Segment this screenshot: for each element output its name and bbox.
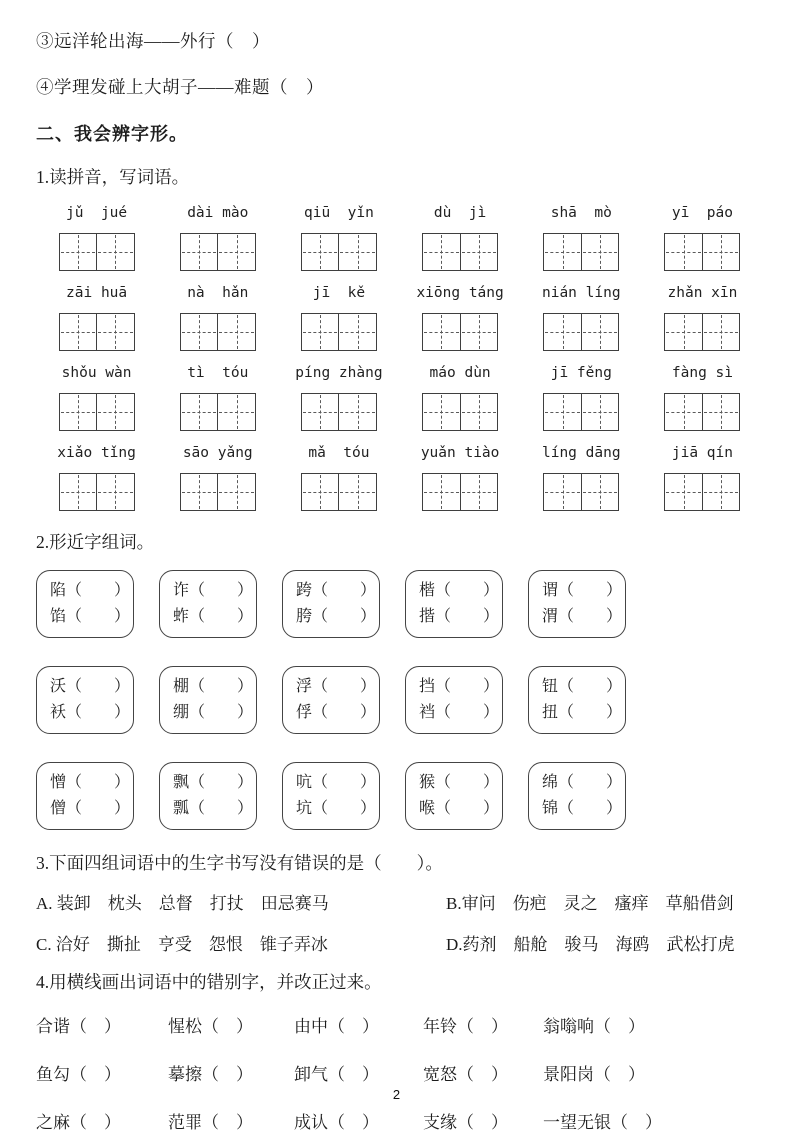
word-pair-line: 俘（ ） <box>296 704 377 721</box>
q4-item: 年铃（ ） <box>423 1017 508 1036</box>
pinyin-label: tì tóu <box>187 365 249 381</box>
q4-item: 由中（ ） <box>294 1017 379 1036</box>
pinyin-label: píng zhàng <box>295 365 383 381</box>
writing-grid[interactable] <box>180 233 256 271</box>
word-pair-box[interactable] <box>282 570 380 638</box>
writing-grid[interactable] <box>422 233 498 271</box>
word-pair-line: 喉（ ） <box>419 800 500 817</box>
word-pair-box[interactable] <box>36 666 134 734</box>
q3-option-b: B.审问 伤疤 灵之 瘙痒 草船借剑 <box>446 894 734 913</box>
q4-item: 景阳岗（ ） <box>543 1065 645 1084</box>
pinyin-label: zhǎn xīn <box>667 285 738 301</box>
word-pair-line: 陷（ ） <box>50 582 131 599</box>
word-pair-box[interactable] <box>282 762 380 830</box>
word-pair-line: 楷（ ） <box>419 582 500 599</box>
pinyin-label: zāi huā <box>66 285 128 301</box>
q4-item: 惺松（ ） <box>168 1017 253 1036</box>
pinyin-row <box>36 365 763 431</box>
word-pair-line: 锦（ ） <box>542 800 623 817</box>
pinyin-label: dù jì <box>433 205 487 221</box>
word-pair-line: 坑（ ） <box>296 800 377 817</box>
pinyin-label: xiōng táng <box>416 285 504 301</box>
pinyin-row <box>36 285 763 351</box>
word-pair-line: 绵（ ） <box>542 774 623 791</box>
q3-option-c: C. 洽好 撕扯 亨受 怨恨 锥子弄冰 <box>36 935 328 954</box>
q3-option-d: D.药剂 船舱 骏马 海鸥 武松打虎 <box>446 935 735 954</box>
word-pair-line: 袄（ ） <box>50 704 131 721</box>
q1-label: 1.读拼音，写词语。 <box>36 167 190 187</box>
word-pair-line: 馅（ ） <box>50 608 131 625</box>
pinyin-label: nà hǎn <box>187 285 249 301</box>
q4-item: 宽怒（ ） <box>423 1065 508 1084</box>
word-pair-line: 诈（ ） <box>173 582 254 599</box>
writing-grid[interactable] <box>422 313 498 351</box>
riddle-item-4: ④学理发碰上大胡子——难题（ ） <box>36 77 324 97</box>
word-pair-line: 吭（ ） <box>296 774 377 791</box>
writing-grid[interactable] <box>59 233 135 271</box>
pinyin-label: yuǎn tiào <box>420 445 500 461</box>
writing-grid[interactable] <box>59 473 135 511</box>
q4-row <box>36 1060 763 1085</box>
q4-item: 一望无银（ ） <box>543 1113 662 1132</box>
q4-item: 之麻（ ） <box>36 1113 121 1132</box>
writing-grid[interactable] <box>59 313 135 351</box>
word-pair-box[interactable] <box>405 570 503 638</box>
word-pair-box[interactable] <box>36 570 134 638</box>
word-pair-row <box>36 570 763 638</box>
word-pair-line: 沃（ ） <box>50 678 131 695</box>
word-pair-box[interactable] <box>528 666 626 734</box>
word-pair-line: 裆（ ） <box>419 704 500 721</box>
pinyin-label: shā mò <box>550 205 612 221</box>
word-pair-box[interactable] <box>405 666 503 734</box>
pinyin-label: jī fěng <box>550 365 612 381</box>
writing-grid[interactable] <box>543 233 619 271</box>
word-pair-line: 瓢（ ） <box>173 800 254 817</box>
pinyin-label: qiū yǐn <box>304 205 374 221</box>
q4-row <box>36 1108 763 1133</box>
writing-grid[interactable] <box>543 473 619 511</box>
q4-item: 鱼勾（ ） <box>36 1065 121 1084</box>
pinyin-label: xiǎo tǐng <box>57 445 136 461</box>
writing-grid[interactable] <box>301 393 377 431</box>
pinyin-label: shǒu wàn <box>61 365 132 381</box>
pinyin-label: yī páo <box>671 205 733 221</box>
q4-item: 范罪（ ） <box>168 1113 253 1132</box>
word-pair-line: 蚱（ ） <box>173 608 254 625</box>
q4-item: 成认（ ） <box>294 1113 379 1132</box>
q3-option-a: A. 装卸 枕头 总督 打扙 田忌赛马 <box>36 894 329 913</box>
section-heading: 二、我会辨字形。 <box>36 124 188 144</box>
writing-grid[interactable] <box>59 393 135 431</box>
pinyin-row <box>36 205 763 271</box>
word-pair-line: 浮（ ） <box>296 678 377 695</box>
riddle-item-3: ③远洋轮出海——外行（ ） <box>36 31 270 51</box>
q4-item: 支缘（ ） <box>423 1113 508 1132</box>
pinyin-label: dài mào <box>187 205 249 221</box>
pinyin-label: jiā qín <box>671 445 733 461</box>
word-pair-line: 渭（ ） <box>542 608 623 625</box>
q2-label: 2.形近字组词。 <box>36 532 155 552</box>
page-number: 2 <box>392 1087 401 1102</box>
word-pair-box[interactable] <box>528 762 626 830</box>
pinyin-label: jī kě <box>312 285 366 301</box>
word-pair-box[interactable] <box>528 570 626 638</box>
q3-label: 3.下面四组词语中的生字书写没有错误的是（ ）。 <box>36 853 443 873</box>
writing-grid[interactable] <box>180 313 256 351</box>
q3-option-row <box>36 930 763 955</box>
writing-grid[interactable] <box>543 393 619 431</box>
writing-grid[interactable] <box>664 233 740 271</box>
word-pair-line: 跨（ ） <box>296 582 377 599</box>
pinyin-label: mǎ tóu <box>308 445 370 461</box>
word-pair-line: 飘（ ） <box>173 774 254 791</box>
word-pair-line: 绷（ ） <box>173 704 254 721</box>
pinyin-label: nián líng <box>541 285 621 301</box>
word-pair-line: 揩（ ） <box>419 608 500 625</box>
word-pair-line: 僧（ ） <box>50 800 131 817</box>
pinyin-label: máo dùn <box>429 365 491 381</box>
writing-grid[interactable] <box>422 473 498 511</box>
q4-item: 摹擦（ ） <box>168 1065 253 1084</box>
writing-grid[interactable] <box>301 473 377 511</box>
q4-item: 合谐（ ） <box>36 1017 121 1036</box>
word-pair-line: 谓（ ） <box>542 582 623 599</box>
word-pair-row <box>36 762 763 830</box>
writing-grid[interactable] <box>180 393 256 431</box>
writing-grid[interactable] <box>301 313 377 351</box>
writing-grid[interactable] <box>664 473 740 511</box>
q4-row <box>36 1012 763 1037</box>
word-pair-line: 棚（ ） <box>173 678 254 695</box>
word-pair-box[interactable] <box>282 666 380 734</box>
writing-grid[interactable] <box>543 313 619 351</box>
word-pair-box[interactable] <box>36 762 134 830</box>
writing-grid[interactable] <box>180 473 256 511</box>
word-pair-line: 猴（ ） <box>419 774 500 791</box>
word-pair-line: 挡（ ） <box>419 678 500 695</box>
pinyin-row <box>36 445 763 511</box>
writing-grid[interactable] <box>664 393 740 431</box>
writing-grid[interactable] <box>301 233 377 271</box>
q4-item: 翁嗡响（ ） <box>543 1017 645 1036</box>
q4-label: 4.用横线画出词语中的错别字，并改正过来。 <box>36 972 382 992</box>
word-pair-line: 胯（ ） <box>296 608 377 625</box>
word-pair-line: 扭（ ） <box>542 704 623 721</box>
word-pair-line: 憎（ ） <box>50 774 131 791</box>
pinyin-label: jǔ jué <box>66 205 128 221</box>
writing-grid[interactable] <box>664 313 740 351</box>
word-pair-box[interactable] <box>159 570 257 638</box>
pinyin-label: sāo yǎng <box>182 445 253 461</box>
q4-item: 卸气（ ） <box>294 1065 379 1084</box>
word-pair-box[interactable] <box>159 762 257 830</box>
pinyin-label: fàng sì <box>671 365 733 381</box>
pinyin-label: líng dāng <box>541 445 621 461</box>
word-pair-row <box>36 666 763 734</box>
writing-grid[interactable] <box>422 393 498 431</box>
word-pair-line: 钮（ ） <box>542 678 623 695</box>
q3-option-row <box>36 889 763 914</box>
word-pair-box[interactable] <box>159 666 257 734</box>
word-pair-box[interactable] <box>405 762 503 830</box>
